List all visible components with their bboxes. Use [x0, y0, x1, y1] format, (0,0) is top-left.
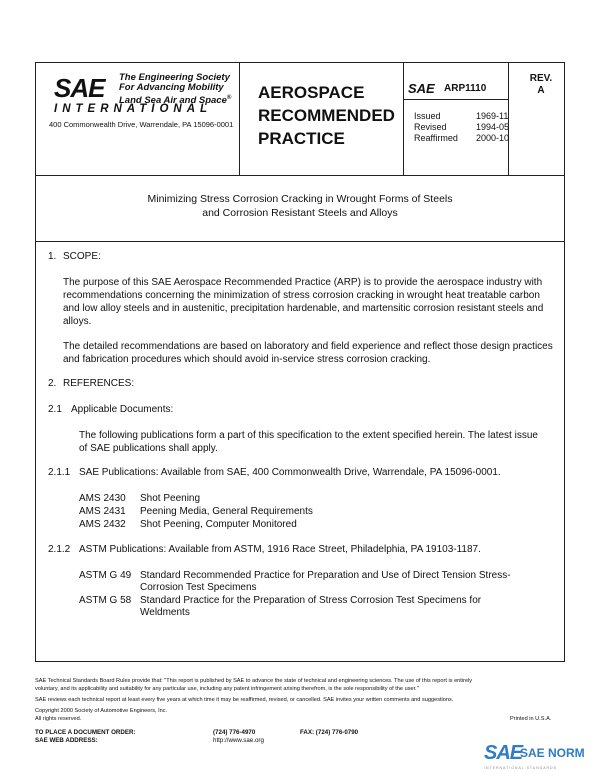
sae-address: 400 Commonwealth Drive, Warrendale, PA 15096-0001 [49, 120, 234, 129]
ams-title: Shot Peening, Computer Monitored [140, 519, 297, 530]
footer-copyright: Copyright 2000 Society of Automotive Engineers, Inc. [35, 708, 168, 714]
order-label: TO PLACE A DOCUMENT ORDER: [35, 729, 136, 736]
tagline-1: The Engineering Society [119, 72, 230, 83]
revised-label: Revised [414, 122, 447, 132]
order-phone: (724) 776-4970 [213, 729, 256, 736]
section-2-1-2-number: 2.1.2 [48, 544, 71, 555]
document-title-line-1: Minimizing Stress Corrosion Cracking in Wrought Forms of Steels [147, 193, 453, 205]
tagline-2: For Advancing Mobility [119, 82, 224, 93]
scope-paragraph-1: The purpose of this SAE Aerospace Recommended Practice (ARP) is to provide the aerospace industry with recommendations concerning the minimization of stress corrosion cracking in wrought heat treatable carbon and low alloy steels and in austenitic, precipitation hardenable, and martensitic corrosion resistant steels and alloys. [63, 277, 544, 327]
revision: REV. A [529, 73, 553, 96]
sae-mark: SAE [408, 81, 435, 96]
section-2-1-2-heading: ASTM Publications: Available from ASTM, 1916 Race Street, Philadelphia, PA 19103-1187. [79, 544, 481, 555]
astm-title-line-2: Weldments [140, 607, 190, 618]
footer-rules-1: SAE Technical Standards Board Rules provide that: "This report is published by SAE to advance the state of technical and engineering sciences. The use of this report is entirely [35, 678, 473, 684]
order-fax: FAX: (724) 776-0790 [300, 729, 359, 736]
reaffirmed-label: Reaffirmed [414, 133, 458, 143]
section-2-1-heading: Applicable Documents: [71, 404, 174, 415]
footer-rights: All rights reserved. [35, 716, 82, 722]
astm-code: ASTM G 58 [79, 595, 132, 606]
section-1-heading: SCOPE: [63, 251, 101, 262]
ams-code: AMS 2431 [79, 506, 126, 517]
doc-number: ARP1110 [444, 83, 487, 94]
web-label: SAE WEB ADDRESS: [35, 737, 98, 744]
doc-type: AEROSPACE RECOMMENDED PRACTICE [258, 83, 395, 148]
applicable-documents-paragraph: The following publications form a part of this specification to the extent specified herein. The latest issue of SAE publications shall apply. [79, 430, 538, 454]
document-header [36, 63, 564, 176]
web-address-link[interactable]: http://www.sae.org [213, 737, 264, 744]
astm-title-line-1: Standard Recommended Practice for Preparation and Use of Direct Tension Stress- [140, 570, 511, 581]
astm-title-line-1: Standard Practice for the Preparation of Stress Corrosion Test Specimens for [140, 595, 482, 606]
sae-norm-logo-text: SAE NORM [520, 746, 585, 760]
sae-norm-logo-subtext: INTERNATIONAL STANDARDS [484, 766, 557, 770]
sae-norm-logo-mark: SAE [484, 742, 523, 764]
astm-title-line-2: Corrosion Test Specimens [140, 582, 257, 593]
ams-title: Peening Media, General Requirements [140, 506, 313, 517]
astm-code: ASTM G 49 [79, 570, 132, 581]
section-2-heading: REFERENCES: [63, 378, 135, 389]
section-2-number: 2. [48, 378, 57, 389]
ams-title: Shot Peening [140, 493, 201, 504]
international-label: INTERNATIONAL [54, 103, 213, 115]
section-1-number: 1. [48, 251, 57, 262]
section-2-1-number: 2.1 [48, 404, 62, 415]
footer-rules-2: voluntary, and its applicability and suitability for any particular use, including any patent infringement arising therefrom, is the sole responsibility of the user." [35, 686, 419, 692]
section-2-1-1-heading: SAE Publications: Available from SAE, 400 Commonwealth Drive, Warrendale, PA 15096-0001. [79, 467, 501, 478]
document-title-line-2: and Corrosion Resistant Steels and Alloys [202, 207, 398, 219]
title-divider [36, 241, 564, 242]
scope-paragraph-2: The detailed recommendations are based on laboratory and field experience and reflect those design practices and fabrication procedures which should avoid in-service stress corrosion cracking. [63, 341, 553, 365]
footer-review: SAE reviews each technical report at least every five years at which time it may be reaffirmed, revised, or cancelled. SAE invites your written comments and suggestions. [35, 697, 454, 703]
revised-date: 1994-05 [476, 122, 510, 132]
tagline-3: Land Sea Air and Space® [119, 95, 232, 107]
reaffirmed-date: 2000-10 [476, 133, 510, 143]
issued-label: Issued [414, 111, 441, 121]
footer-printed: Printed in U.S.A. [510, 716, 552, 722]
issued-date: 1969-11 [476, 111, 509, 121]
ams-code: AMS 2432 [79, 519, 126, 530]
section-2-1-1-number: 2.1.1 [48, 467, 71, 478]
sae-logo: SAE [54, 73, 105, 103]
ams-code: AMS 2430 [79, 493, 126, 504]
